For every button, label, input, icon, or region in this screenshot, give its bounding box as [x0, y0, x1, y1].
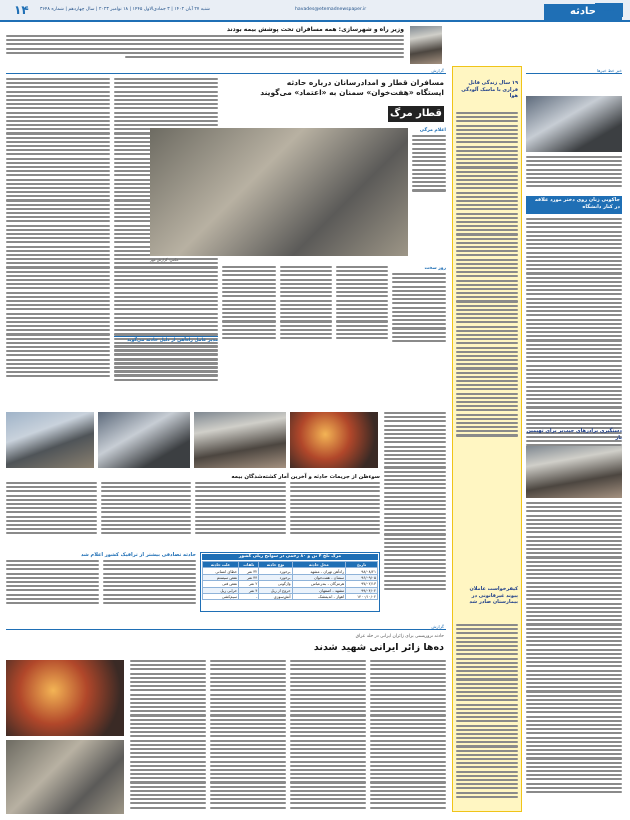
bottom-story-subhead: حادثه تروریستی برای زائران ایرانی در حله عراق	[355, 634, 444, 639]
photo-strip-2	[98, 412, 190, 468]
side-column-title: اعلام مرگی	[419, 128, 446, 133]
table-cell: واژگونی	[259, 581, 292, 587]
accidents-table	[202, 561, 378, 600]
right-story-3-photo	[526, 446, 622, 498]
table-cell: ۲ نفر	[239, 581, 259, 587]
table-header-cell: تلفات	[239, 562, 259, 568]
table-cell: سمنان - هفت‌خوان	[292, 574, 346, 580]
mid-story	[114, 336, 218, 394]
table-cell: برخورد	[259, 568, 292, 574]
table-cell: ۹۶/۰۹/۰۵	[346, 574, 378, 580]
main-story-headline-box: قطار مرگ	[388, 106, 444, 122]
photo-strip-side-text	[384, 412, 446, 602]
bottom-story-body	[130, 660, 446, 814]
table-cell: برخورد	[259, 574, 292, 580]
bottom-story-headline: ده‌ها زائر ایرانی شهید شدند	[313, 642, 444, 653]
bottom-story-kicker: گزارش	[431, 624, 444, 629]
table-row	[203, 593, 378, 599]
table-header-cell: محل حادثه	[292, 562, 346, 568]
main-story-headline-line2: ایستگاه «هفت‌خوان» سمنان به «اعتماد» می‌گویند	[260, 88, 444, 97]
table-cell: سیم‌کشی	[203, 593, 239, 599]
main-story-body	[222, 266, 446, 376]
main-story-kicker-bar	[6, 68, 446, 74]
right-story-1-photo	[526, 96, 622, 152]
newspaper-logo: اعتماد	[595, 3, 623, 17]
top-story-portrait	[410, 26, 442, 64]
left-lower-story-headline: حادثه تصادفی بیشتر از ترافیک کشور اعلام شد	[80, 552, 196, 558]
table-cell: هرمزگان - بندرعباس	[292, 581, 346, 587]
table-cell: ۹۷/۰۲/۱۳	[346, 581, 378, 587]
main-story-headline-line1: مسافران قطار و امدادرسانان درباره حادثه	[286, 78, 444, 87]
table-cell: راه‌آهن تهران - مشهد	[292, 568, 346, 574]
main-story-side-kicker: روز سخت	[424, 266, 446, 271]
main-photo-caption: عکس: گزارش مهر	[150, 258, 179, 262]
bottom-story-photo-2	[6, 740, 124, 814]
accidents-table-title: مرگ تلخ ۴ تن و ۸۰ زخمی در سوانح ریلی کشور	[202, 554, 378, 560]
right-story-1-headline: ۱۹ سال زندگی قاتل فراری با ماسک آلودگی هوا	[461, 80, 518, 99]
photo-strip-1	[6, 412, 94, 468]
right-story-2-headline-box	[526, 196, 622, 214]
mid-story-headline: مدیر عامل راه‌آهن از دلیل حادثه می‌گوید	[114, 336, 218, 343]
table-header-cell: نوع حادثه	[259, 562, 292, 568]
page-number: ۱۴	[14, 3, 29, 17]
right-story-3-body	[526, 502, 622, 812]
main-story-headline-area	[222, 78, 444, 124]
right-story-3-headline: دستگیری برادرهای جیب‌بر برای تهیمین بار	[526, 428, 622, 441]
sub-story-1-headline: سوءظن از جریمات حادثه و آخرین آمار کشته‌شدگان بیمه	[231, 474, 380, 480]
table-cell: نقص فنی	[203, 581, 239, 587]
right-story-1-body	[456, 112, 518, 452]
table-cell: ۹۸/۰۸/۲۱	[346, 568, 378, 574]
table-cell: ۹۹/۰۴/۰۲	[346, 587, 378, 593]
main-story-kicker: گزارش	[431, 68, 444, 73]
photo-strip-4	[290, 412, 378, 468]
photo-strip-3	[194, 412, 286, 468]
top-story-headline: وزیر راه و شهرسازی: همه مسافران تحت پوشش بیمه بودند	[226, 26, 404, 33]
right-story-4-body	[456, 624, 518, 810]
section-email[interactable]: havades@etemadnewspaper.ir	[295, 7, 367, 12]
right-story-2-headline: جاکوبی زنان روی دختر مورد علاقه در کنار دانشگاه	[534, 197, 620, 210]
table-cell: خرابی ریل	[203, 587, 239, 593]
bottom-story-kicker-bar	[6, 624, 446, 630]
table-cell: ۳۲ نفر	[239, 568, 259, 574]
main-story-text-left	[6, 78, 110, 396]
table-cell: خطای انسانی	[203, 568, 239, 574]
right-col-text-1	[526, 156, 622, 192]
top-story-body	[6, 35, 404, 58]
issue-date: شنبه ۲۷ آبان ۱۴۰۲ | ۳ جمادی‌الاول ۱۴۴۵ | ۱۸ نوامبر ۲۰۲۳ | سال چهاردهم | شماره ۳۶۴۸	[40, 7, 210, 12]
table-header-cell: تاریخ	[346, 562, 378, 568]
main-story-side-column	[412, 128, 446, 238]
table-cell: ۴۴ نفر	[239, 574, 259, 580]
table-cell: خروج از ریل	[259, 587, 292, 593]
section-title: حادثه	[544, 4, 622, 20]
left-lower-story	[6, 552, 196, 612]
right-col-kicker: خبر خط خبرها	[526, 68, 622, 74]
table-cell: مشهد - اصفهان	[292, 587, 346, 593]
main-story-photo	[150, 128, 408, 256]
table-cell: اهواز - اندیمشک	[292, 593, 346, 599]
sub-story-1	[6, 474, 380, 540]
table-cell: ۱۴۰۰/۱۰/۰۲	[346, 593, 378, 599]
bottom-story-photo-1	[6, 660, 124, 736]
right-story-4-headline: کیفرخواست عاملان پیوند غیرقانونی در بیمارستان صادر شد	[469, 586, 518, 605]
table-cell: نقص سیستم	[203, 574, 239, 580]
table-cell: ۴ نفر	[239, 587, 259, 593]
table-header-cell: علت حادثه	[203, 562, 239, 568]
accidents-table-box	[200, 552, 380, 612]
table-cell: آتش‌سوزی	[259, 593, 292, 599]
table-cell: -	[239, 593, 259, 599]
